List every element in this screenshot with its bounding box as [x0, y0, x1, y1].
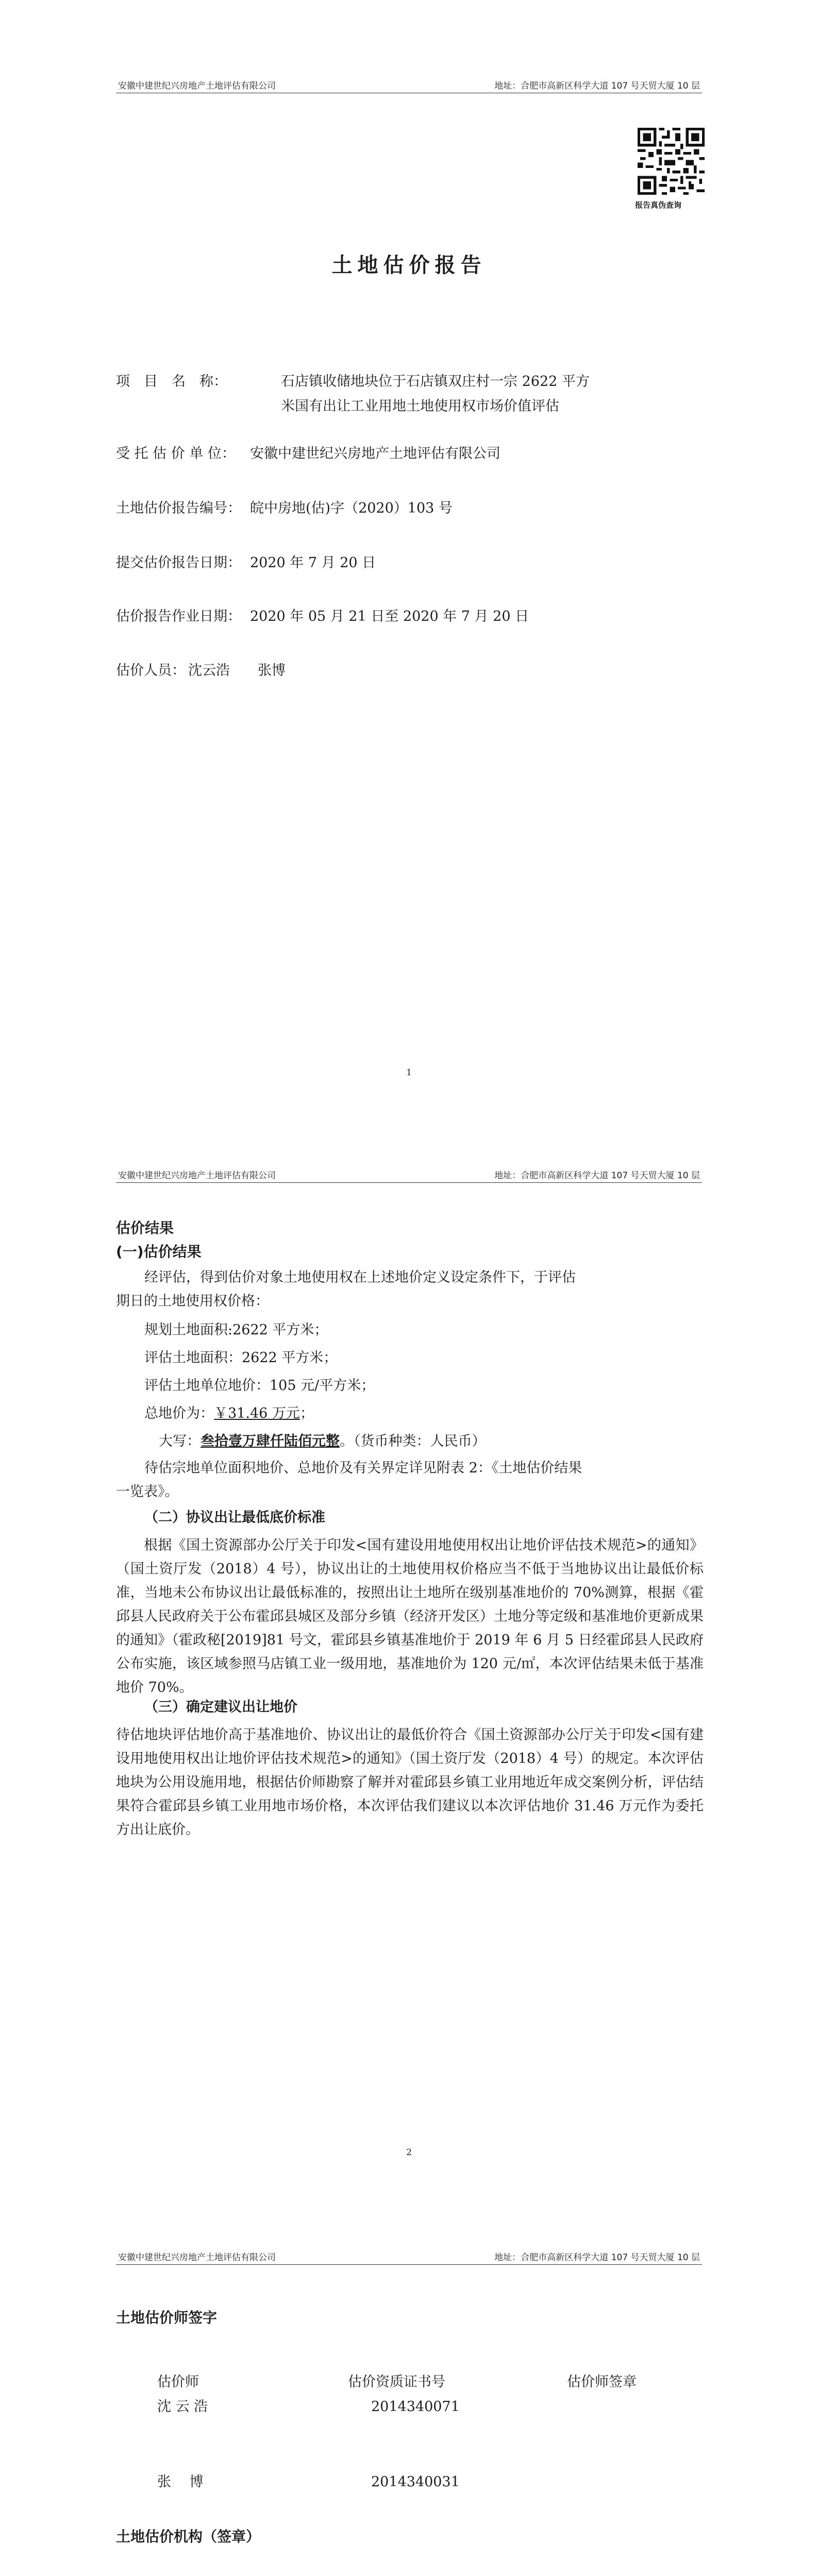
results-section-title: 估价结果 [116, 1219, 174, 1236]
appraiser-certificate: 2014340071 [371, 2399, 460, 2415]
client-label: 受 托 估 价 单 位： [116, 446, 236, 462]
capital-value: 叁拾壹万肆仟陆佰元整 [201, 1433, 340, 1449]
report-title: 土地估价报告 [331, 253, 487, 277]
page-number: 1 [406, 1067, 412, 1078]
report-number-label: 土地估价报告编号： [116, 500, 241, 516]
column-certificate: 估价资质证书号 [348, 2374, 445, 2390]
page-header [116, 77, 702, 93]
page-number: 2 [406, 2147, 412, 2158]
signatures-section-title: 土地估价师签字 [116, 2309, 218, 2326]
submit-date-value: 2020 年 7 月 20 日 [250, 555, 376, 571]
report-cover-page [0, 0, 818, 1090]
unit-price: 评估土地单位地价：105 元/平方米； [144, 1378, 375, 1394]
header-company: 安徽中建世纪兴房地产土地评估有限公司 [118, 1171, 276, 1181]
project-name-line2: 米国有出让工业用地土地使用权市场价值评估 [281, 398, 559, 414]
suggested-price-paragraph: 待估地块评估地价高于基准地价、协议出让的最低价符合《国土资源部办公厅关于印发<国有建设用地使用权出让地价评估技术规范>的通知》（国土资厅发（2018）4 号）的规定。本次评估地块为公用设施用地，根据估价师勘察了解并对霍邱县乡镇工业用地近年成交案例分析，评估结果符合霍邱县乡镇工业用地市场价格，本次评估我们建议以本次评估地价 31.46 万元作为委托方出让底价。 [116, 1727, 704, 1838]
planned-area: 规划土地面积:2622 平方米； [144, 1322, 328, 1338]
header-address: 地址：合肥市高新区科学大道 107 号天贸大厦 10 层 [494, 81, 700, 91]
project-label: 项 目 名 称： [116, 374, 227, 389]
total-price [144, 1404, 314, 1423]
total-price-value: ￥31.46 万元 [214, 1405, 300, 1421]
column-appraiser: 估价师 [157, 2374, 199, 2390]
capital-amount [159, 1432, 486, 1451]
report-number-value: 皖中房地(估)字（2020）103 号 [250, 500, 453, 516]
results-subtitle-2: （二）协议出让最低底价标准 [144, 1510, 325, 1526]
work-date-value: 2020 年 05 月 21 日至 2020 年 7 月 20 日 [250, 608, 529, 624]
header-address: 地址：合肥市高新区科学大道 107 号天贸大厦 10 层 [494, 1171, 700, 1181]
total-price-tail: ； [299, 1405, 314, 1421]
column-signature: 估价师签章 [567, 2374, 637, 2390]
appraiser-certificate: 2014340031 [371, 2474, 460, 2490]
qr-code-icon [638, 128, 705, 195]
appraiser-name: 张 博 [157, 2474, 204, 2490]
submit-date-label: 提交估价报告日期： [116, 555, 241, 571]
minimum-price-paragraph: 根据《国土资源部办公厅关于印发<国有建设用地使用权出让地价评估技术规范>的通知》（国土资厅发（2018）4 号），协议出让的土地使用权价格应当不低于当地协议出让最低价标准，当地未公布协议出让最低标准的，按照出让土地所在级别基准地价的 70%测算，根据《霍邱县人民政府关于公布霍邱县城区及部分乡镇（经济开发区）土地分等定级和基准地价更新成果的通知》（霍政秘[2019]81 号文，霍邱县乡镇基准地价于 2019 年 6 月 5 日经霍邱县人民政府公布实施，该区域参照马店镇工业一级用地，基准地价为 120 元/㎡，本次评估结果未低于基准地价 70%。 [116, 1537, 704, 1696]
capital-label: 大写： [159, 1433, 201, 1449]
client-value: 安徽中建世纪兴房地产土地评估有限公司 [250, 446, 500, 462]
appraiser-name: 沈 云 浩 [157, 2399, 208, 2415]
page-header [116, 1167, 702, 1183]
organization-title: 土地估价机构（签章） [116, 2528, 261, 2545]
results-page [0, 1090, 818, 2172]
results-subtitle-3: （三）确定建议出让地价 [144, 1699, 297, 1715]
results-subtitle-1: (一)估价结果 [116, 1243, 202, 1260]
intro-line-2: 期日的土地使用权价格： [116, 1293, 269, 1309]
signatures-page [0, 2172, 818, 2576]
intro-line-1: 经评估，得到估价对象土地使用权在上述地价定义设定条件下，于评估 [144, 1269, 576, 1285]
capital-tail: 。（货币种类：人民币） [340, 1433, 486, 1449]
header-company: 安徽中建世纪兴房地产土地评估有限公司 [118, 81, 276, 91]
header-address: 地址：合肥市高新区科学大道 107 号天贸大厦 10 层 [494, 2252, 700, 2263]
assessed-area: 评估土地面积：2622 平方米； [144, 1350, 338, 1366]
qr-caption: 报告真伪查询 [635, 200, 682, 210]
appraisers-value: 沈云浩 张博 [188, 663, 286, 679]
appraisers-label: 估价人员： [116, 663, 186, 679]
appendix-line-2: 一览表》。 [116, 1484, 179, 1500]
work-date-label: 估价报告作业日期： [116, 608, 241, 624]
appendix-line-1: 待估宗地单位面积地价、总地价及有关界定详见附表 2：《土地估价结果 [144, 1460, 582, 1476]
project-name-line1: 石店镇收储地块位于石店镇双庄村一宗 2622 平方 [281, 374, 590, 389]
total-price-label: 总地价为： [144, 1405, 214, 1421]
header-company: 安徽中建世纪兴房地产土地评估有限公司 [118, 2252, 276, 2263]
page-header [116, 2249, 702, 2265]
